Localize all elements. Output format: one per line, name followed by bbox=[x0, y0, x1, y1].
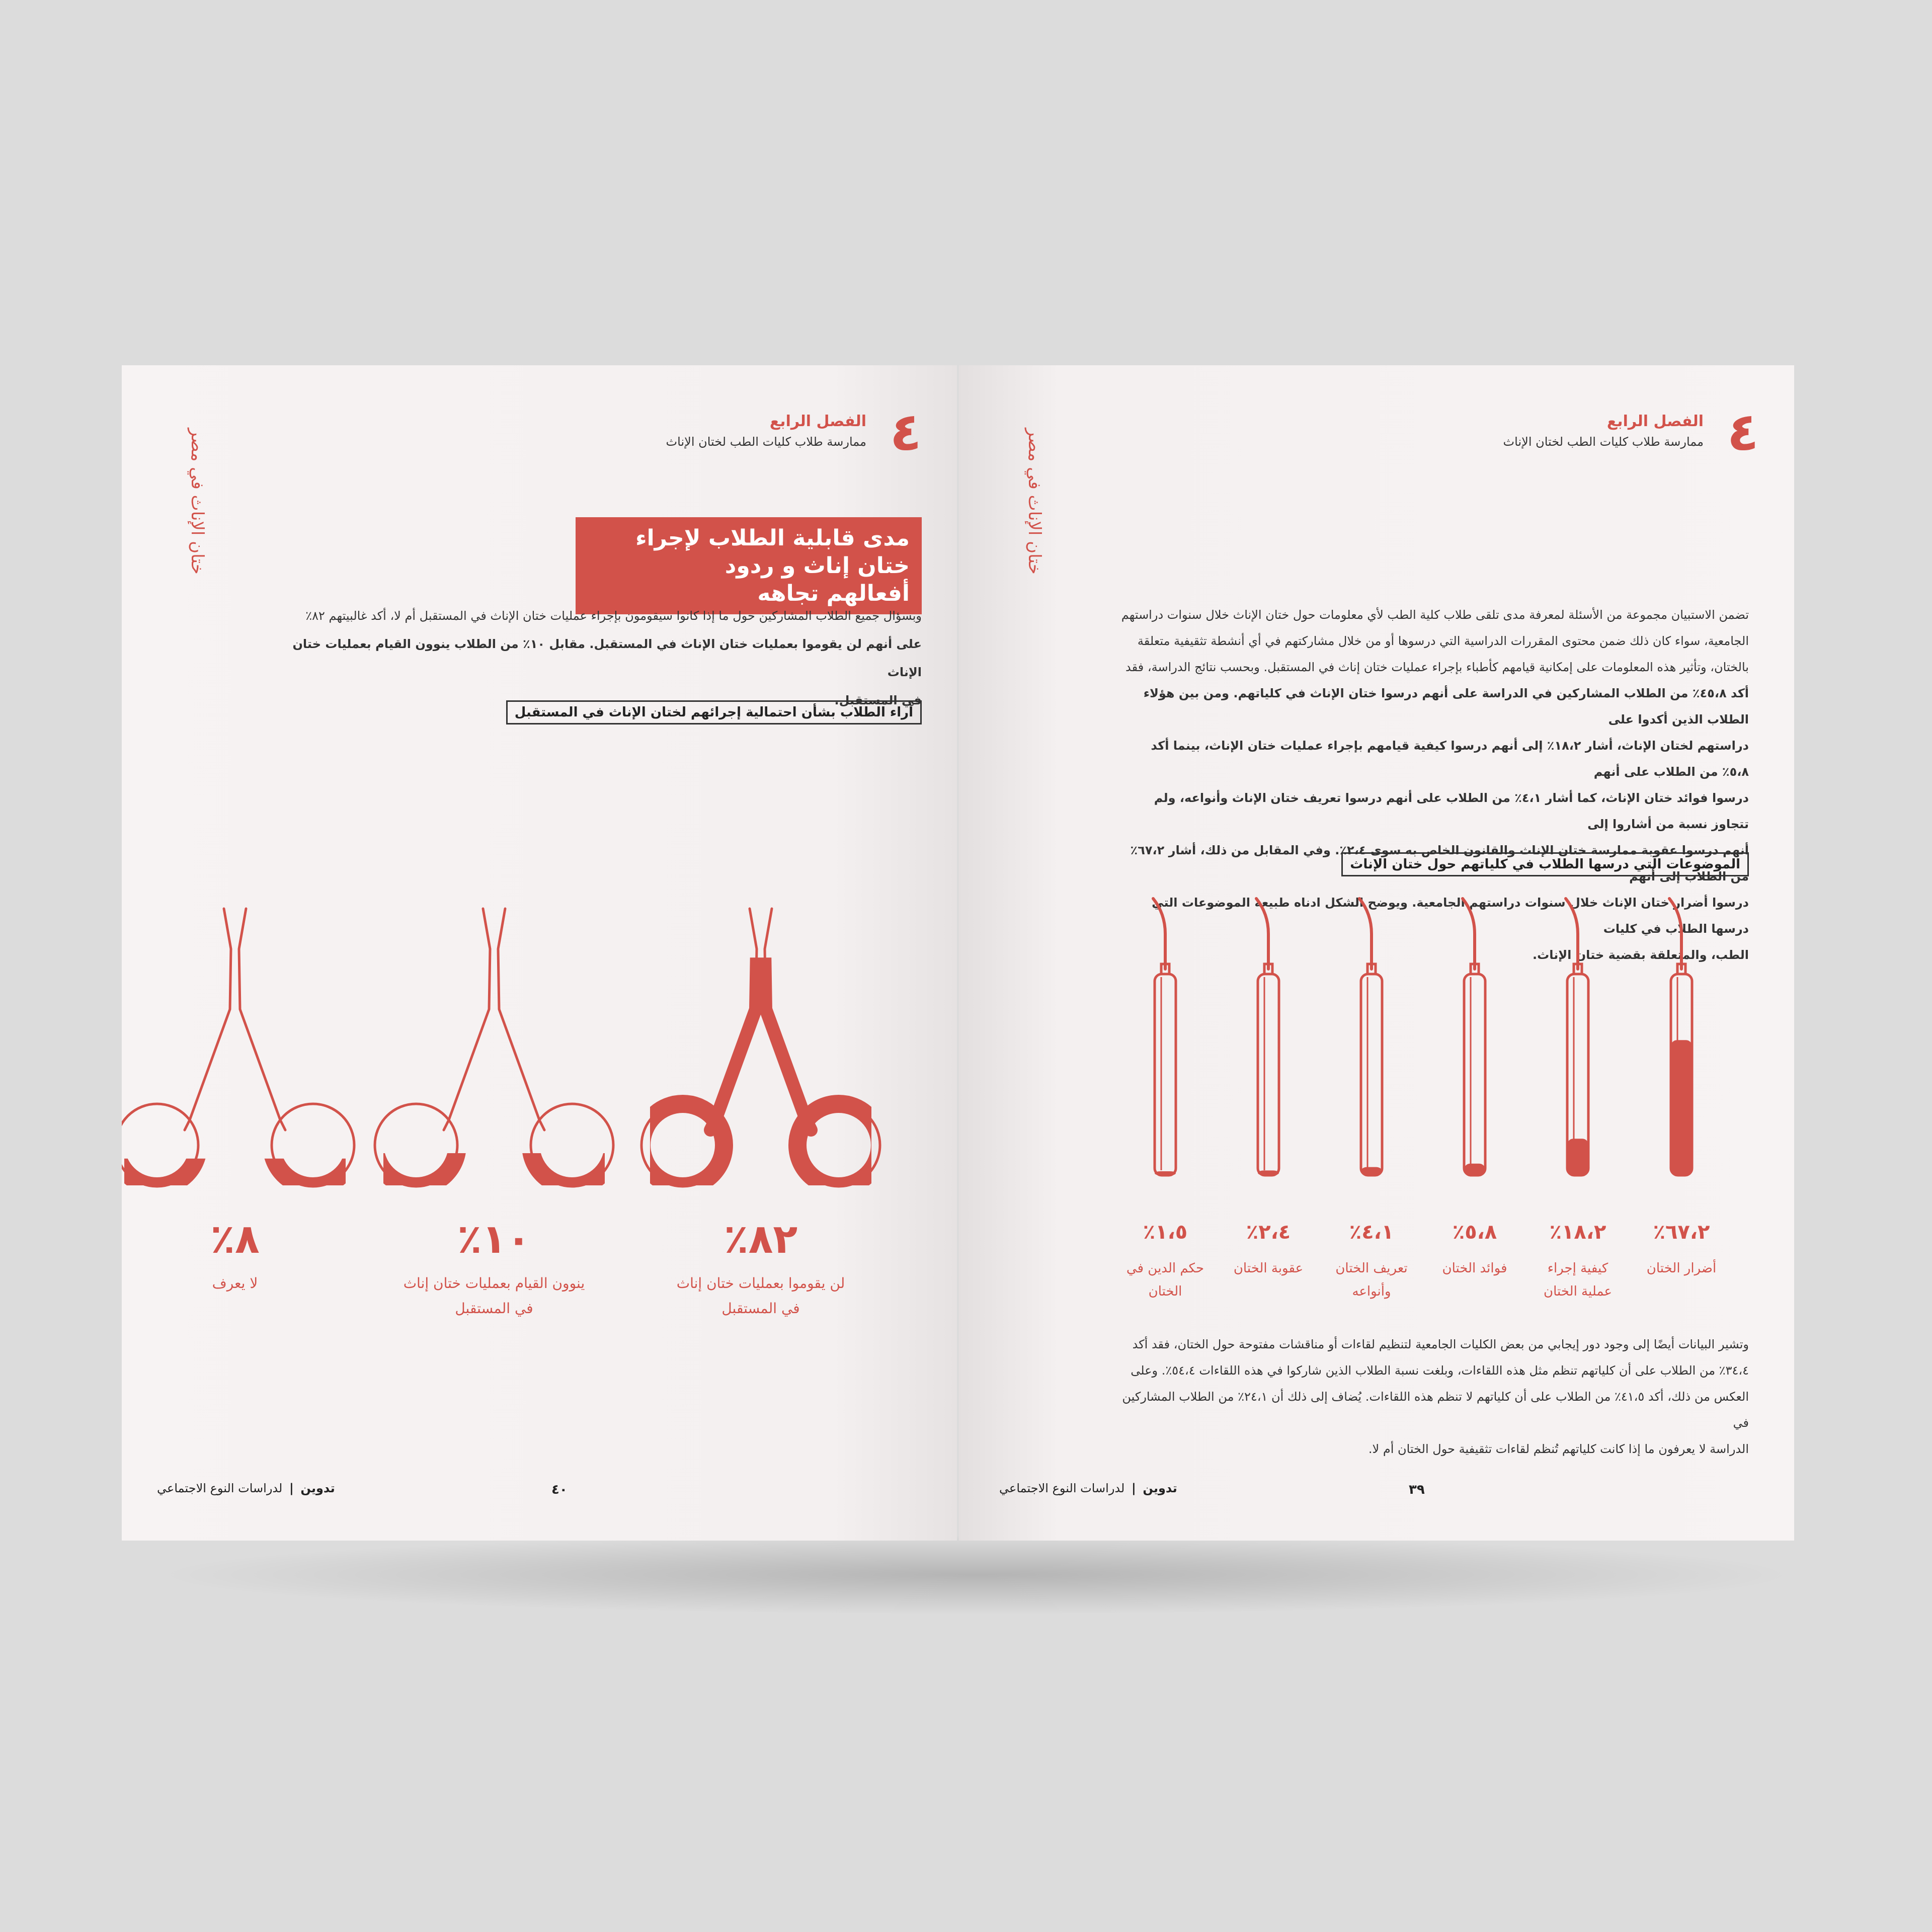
forceps-fill bbox=[641, 909, 880, 1186]
data-label: ١٠٪ bbox=[457, 1216, 531, 1262]
paragraph-line: تضمن الاستبيان مجموعة من الأسئلة لمعرفة مدى تلقى طلاب كلية الطب لأي معلومات حول ختان الإناث خلال سنوات دراستهم bbox=[1121, 608, 1749, 622]
probe-body bbox=[1155, 974, 1176, 1175]
data-label: ١٨،٢٪ bbox=[1549, 1221, 1606, 1244]
paragraph-line: درسوا أضرار ختان الإناث خلال سنوات دراستهم الجامعية. ويوضح الشكل ادناه طبيعة الموضوعات التي درسها الطلاب في كليات bbox=[1152, 896, 1749, 936]
chart-bar bbox=[1359, 899, 1382, 1175]
data-label: ٨٪ bbox=[210, 1216, 260, 1262]
category-label-line: عقوبة الختان bbox=[1233, 1261, 1304, 1276]
paragraph-line: بالختان، وتأثير هذه المعلومات على إمكانية قيامهم كأطباء بإجراء عمليات ختان إناث في المستقبل. وبحسب نتائج الدراسة، فقد bbox=[1125, 660, 1749, 674]
forceps-shank bbox=[444, 909, 544, 1130]
side-title: ختان الإناث في مصر bbox=[1024, 428, 1044, 575]
chart-bar bbox=[122, 909, 354, 1186]
category-label bbox=[1533, 1257, 1623, 1303]
category-label bbox=[1636, 1257, 1727, 1280]
category-label bbox=[124, 1271, 346, 1296]
probe-tip bbox=[1153, 899, 1165, 969]
paragraph-line: الدراسة لا يعرفون ما إذا كانت كلياتهم تُنظم لقاءات تثقيفية حول الختان أم لا. bbox=[1368, 1442, 1749, 1456]
heading-line: مدى قابلية الطلاب لإجراء ختان إناث و ردود bbox=[635, 525, 910, 579]
probe-fill bbox=[1155, 1171, 1176, 1175]
data-label: ٢،٤٪ bbox=[1246, 1221, 1291, 1244]
category-label-line: عملية الختان bbox=[1544, 1284, 1612, 1299]
footer: تدوين | لدراسات النوع الاجتماعي bbox=[999, 1481, 1177, 1495]
category-label bbox=[1326, 1257, 1417, 1303]
forceps-shank bbox=[185, 909, 285, 1130]
chart-bar bbox=[641, 909, 880, 1186]
category-label bbox=[1223, 1257, 1314, 1280]
forceps-chart bbox=[122, 365, 957, 1541]
category-label bbox=[1120, 1257, 1211, 1303]
probe-tip bbox=[1566, 899, 1578, 969]
category-label-line: لن يقوموا بعمليات ختان إناث bbox=[676, 1275, 845, 1292]
chart-bar bbox=[1463, 899, 1485, 1175]
paragraph-line: وبسؤال جميع الطلاب المشاركين حول ما إذا كانوا سيقومون بإجراء عمليات ختان الإناث في المستقبل أم لا، أكد غالبيتهم ٨٢٪ bbox=[305, 609, 922, 623]
chart-bar bbox=[1153, 899, 1176, 1175]
data-label: ٥،٨٪ bbox=[1452, 1221, 1497, 1244]
chart-bar bbox=[1566, 899, 1588, 1175]
chapter-subtitle: ممارسة طلاب كليات الطب لختان الإناث bbox=[1503, 435, 1704, 449]
footer-brand: تدوين bbox=[300, 1481, 335, 1495]
chapter-subtitle: ممارسة طلاب كليات الطب لختان الإناث bbox=[666, 435, 866, 449]
chapter-title: الفصل الرابع bbox=[769, 413, 866, 430]
category-label bbox=[650, 1271, 871, 1321]
page-right bbox=[959, 365, 1794, 1541]
paragraph-line: درسوا فوائد ختان الإناث، كما أشار ٤،١٪ من الطلاب على أنهم درسوا تعريف ختان الإناث وأنواعه، ولم تتجاوز نسبة من أشاروا إلى bbox=[1154, 791, 1749, 831]
paragraph bbox=[1120, 1331, 1749, 1462]
probe-fill bbox=[1258, 1170, 1279, 1175]
side-title: ختان الإناث في مصر bbox=[187, 428, 207, 575]
category-label-line: حكم الدين في bbox=[1126, 1261, 1204, 1276]
page-number: ٤٠ bbox=[551, 1482, 568, 1497]
page-left bbox=[122, 365, 957, 1541]
paragraph-line: أكد ٤٥،٨٪ من الطلاب المشاركين في الدراسة على أنهم درسوا ختان الإناث في كلياتهم. ومن بين هؤلاء الطلاب الذين أكدوا على bbox=[1143, 686, 1749, 727]
footer-brand: تدوين bbox=[1143, 1481, 1177, 1495]
forceps-shank bbox=[185, 909, 285, 1130]
page-shadow bbox=[151, 1535, 1801, 1615]
category-label-line: أضرار الختان bbox=[1646, 1261, 1717, 1276]
footer-text: لدراسات النوع الاجتماعي bbox=[999, 1481, 1125, 1495]
category-label-line: كيفية إجراء bbox=[1547, 1261, 1608, 1276]
forceps-shank bbox=[710, 909, 811, 1130]
category-label-line: في المستقبل bbox=[721, 1300, 800, 1317]
data-label: ٦٧،٢٪ bbox=[1653, 1221, 1710, 1244]
category-label-line: فوائد الختان bbox=[1442, 1261, 1507, 1276]
data-label: ٤،١٪ bbox=[1349, 1221, 1394, 1244]
category-label bbox=[383, 1271, 605, 1321]
category-label-line: الختان bbox=[1148, 1284, 1182, 1299]
probe-fill bbox=[1671, 1040, 1692, 1175]
probe-fill bbox=[1464, 1164, 1485, 1175]
probe-tip bbox=[1669, 899, 1681, 969]
probe-tip bbox=[1256, 899, 1268, 969]
probe-fill bbox=[1361, 1167, 1382, 1175]
chapter-title: الفصل الرابع bbox=[1606, 413, 1704, 430]
forceps-ring bbox=[797, 1104, 880, 1186]
paragraph-line: دراستهم لختان الإناث، أشار ١٨،٢٪ إلى أنهم درسوا كيفية قيامهم بإجراء عمليات ختان الإناث، بينما أكد ٥،٨٪ من الطلاب على أنهم bbox=[1151, 739, 1749, 779]
paragraph-line: أنهم درسوا عقوبة ممارسة ختان الإناث والقانون الخاص به سوى ٢،٤٪. وفي المقابل من ذلك، أشار ٦٧،٢٪ من الطلاب إلى أنهم bbox=[1130, 843, 1749, 883]
data-label: ٨٢٪ bbox=[723, 1216, 798, 1262]
category-label-line: لا يعرف bbox=[212, 1275, 258, 1292]
forceps-ring bbox=[641, 1104, 724, 1186]
category-label-line: تعريف الختان bbox=[1335, 1261, 1408, 1276]
category-label bbox=[1429, 1257, 1520, 1280]
paragraph-line: على أنهم لن يقوموا بعمليات ختان الإناث في المستقبل. مقابل ١٠٪ من الطلاب ينوون القيام بعمليات ختان الإناث bbox=[292, 637, 922, 679]
category-label-line: ينوون القيام بعمليات ختان إناث bbox=[403, 1275, 585, 1292]
probe-tip bbox=[1359, 899, 1372, 969]
category-label-line: وأنواعه bbox=[1352, 1284, 1391, 1299]
paragraph-line: وتشير البيانات أيضًا إلى وجود دور إيجابي من بعض الكليات الجامعية لتنظيم لقاءات أو مناقشات مفتوحة حول الختان، فقد أكد bbox=[1132, 1337, 1749, 1351]
paragraph-line: ٣٤،٤٪ من الطلاب على أن كلياتهم تنظم مثل هذه اللقاءات، وبلغت نسبة الطلاب الذين شاركوا في هذه اللقاءات ٥٤،٤٪. وعلى bbox=[1131, 1363, 1749, 1378]
probe-body bbox=[1464, 974, 1485, 1175]
chart-bar bbox=[1669, 899, 1692, 1175]
category-label-line: في المستقبل bbox=[455, 1300, 533, 1317]
forceps-fill bbox=[375, 909, 613, 1186]
probe-body bbox=[1258, 974, 1279, 1175]
paragraph-line: العكس من ذلك، أكد ٤١،٥٪ من الطلاب على أن كلياتهم لا تنظم هذه اللقاءات. يُضاف إلى ذلك أن ٢٤،١٪ من الطلاب المشاركين في bbox=[1122, 1390, 1749, 1430]
heading-line: أفعالهم تجاهه bbox=[757, 581, 910, 606]
footer-text: لدراسات النوع الاجتماعي bbox=[157, 1481, 283, 1495]
chart-bar bbox=[375, 909, 613, 1186]
probe-fill bbox=[1567, 1139, 1588, 1175]
chapter-number: ٤ bbox=[890, 401, 922, 462]
paragraph-line: في المستقبل. bbox=[834, 693, 922, 707]
chapter-number: ٤ bbox=[1727, 401, 1759, 462]
chart-bar bbox=[1256, 899, 1279, 1175]
page-number: ٣٩ bbox=[1409, 1482, 1425, 1497]
probe-tip bbox=[1463, 899, 1475, 969]
probe-body bbox=[1361, 974, 1382, 1175]
chart-label: الموضوعات التي درسها الطلاب في كلياتهم حول ختان الإناث bbox=[1341, 852, 1749, 876]
paragraph-line: الطب، والمتعلقة بقضية ختان الإناث. bbox=[1532, 948, 1749, 962]
data-label: ١،٥٪ bbox=[1143, 1221, 1188, 1244]
footer: تدوين | لدراسات النوع الاجتماعي bbox=[157, 1481, 335, 1495]
paragraph-line: الجامعية، سواء كان ذلك ضمن محتوى المقررات الدراسية التي درسوها أو من خلال مشاركتهم في أي أنشطة تثقيفية متعلقة bbox=[1137, 634, 1749, 648]
forceps-shank bbox=[444, 909, 544, 1130]
chart-label: آراء الطلاب بشأن احتمالية إجرائهم لختان الإناث في المستقبل bbox=[506, 700, 922, 725]
